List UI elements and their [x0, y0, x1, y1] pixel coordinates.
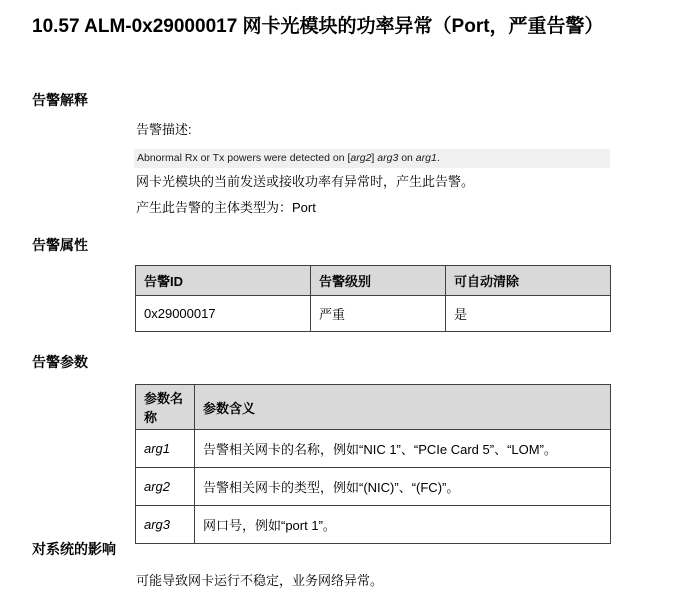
- column-header-param-name: 参数名称: [136, 385, 195, 430]
- column-header-auto-clear: 可自动清除: [446, 266, 611, 296]
- cell-param-name-arg3: arg3: [136, 506, 195, 544]
- cell-param-meaning-arg1: 告警相关网卡的名称，例如“NIC 1”、“PCIe Card 5”、“LOM”。: [195, 430, 611, 468]
- column-header-param-meaning: 参数含义: [195, 385, 611, 430]
- cell-alarm-id: 0x29000017: [136, 296, 311, 332]
- description-en-arg1: arg1: [415, 152, 437, 164]
- alarm-description-label: 告警描述:: [136, 122, 192, 137]
- page-title: 10.57 ALM-0x29000017 网卡光模块的功率异常（Port，严重告警）: [32, 16, 604, 37]
- cell-alarm-level: 严重: [311, 296, 446, 332]
- column-header-alarm-id: 告警ID: [136, 266, 311, 296]
- alarm-attributes-table: [135, 265, 611, 332]
- alarm-subject-type: 产生此告警的主体类型为：Port: [136, 200, 316, 215]
- description-en-arg2: arg2: [350, 152, 372, 164]
- cell-param-name-arg2: arg2: [136, 468, 195, 506]
- table-row: [136, 430, 611, 468]
- heading-system-impact: 对系统的影响: [32, 541, 116, 557]
- heading-alarm-attributes: 告警属性: [32, 237, 88, 253]
- description-en-arg3: arg3: [377, 152, 399, 164]
- alarm-parameters-table: [135, 384, 611, 544]
- alarm-description-cn: 网卡光模块的当前发送或接收功率有异常时，产生此告警。: [136, 174, 475, 189]
- column-header-alarm-level: 告警级别: [311, 266, 446, 296]
- cell-param-meaning-arg3: 网口号，例如“port 1”。: [195, 506, 611, 544]
- table-row: [136, 296, 611, 332]
- heading-alarm-parameters: 告警参数: [32, 354, 88, 370]
- description-en-suffix: .: [436, 152, 440, 164]
- description-en-on-word: on: [398, 152, 416, 164]
- table-header-row: [136, 266, 611, 296]
- alarm-description-en-box: [134, 149, 610, 168]
- cell-auto-clear: 是: [446, 296, 611, 332]
- table-header-row: [136, 385, 611, 430]
- table-row: [136, 468, 611, 506]
- heading-alarm-explanation: 告警解释: [32, 92, 88, 108]
- system-impact-text: 可能导致网卡运行不稳定，业务网络异常。: [136, 573, 384, 588]
- table-row: [136, 506, 611, 544]
- description-en-close-bracket: ]: [371, 152, 378, 164]
- description-en-prefix: Abnormal Rx or Tx powers were detected on [: [137, 152, 351, 164]
- cell-param-name-arg1: arg1: [136, 430, 195, 468]
- cell-param-meaning-arg2: 告警相关网卡的类型，例如“(NIC)”、“(FC)”。: [195, 468, 611, 506]
